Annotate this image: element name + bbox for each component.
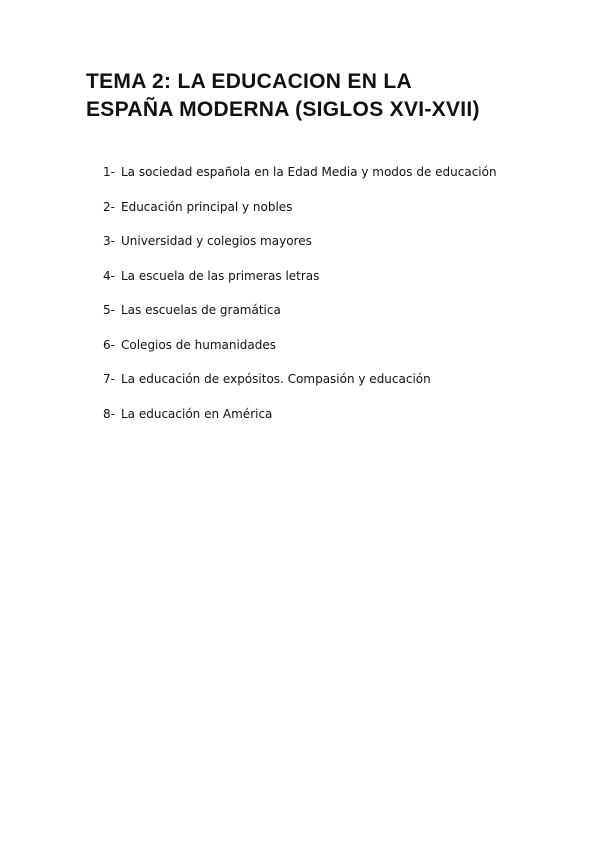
list-item bbox=[103, 369, 497, 404]
list-item bbox=[103, 197, 497, 232]
item-number: 7- bbox=[103, 372, 115, 386]
item-number: 2- bbox=[103, 199, 115, 214]
item-number: 1- bbox=[103, 165, 115, 179]
item-number: 6- bbox=[103, 337, 115, 352]
list-item bbox=[103, 335, 497, 370]
item-text: La escuela de las primeras letras bbox=[121, 268, 320, 283]
item-text: Las escuelas de gramática bbox=[121, 303, 281, 317]
item-number: 8- bbox=[103, 406, 115, 421]
item-number: 4- bbox=[103, 268, 115, 283]
list-item bbox=[103, 162, 497, 197]
list-item bbox=[103, 231, 497, 266]
title-line-1: TEMA 2: LA EDUCACION EN LA bbox=[86, 70, 412, 93]
item-text: La educación de expósitos. Compasión y educación bbox=[121, 372, 431, 386]
item-text: La sociedad española en la Edad Media y modos de educación bbox=[121, 165, 497, 179]
list-item bbox=[103, 404, 497, 439]
item-text: La educación en América bbox=[121, 406, 273, 421]
list-item bbox=[103, 300, 497, 335]
item-text: Universidad y colegios mayores bbox=[121, 234, 312, 248]
list-item bbox=[103, 266, 497, 301]
title-line-2: ESPAÑA MODERNA (SIGLOS XVI-XVII) bbox=[86, 98, 480, 121]
topics-list bbox=[103, 162, 497, 438]
item-text: Colegios de humanidades bbox=[121, 337, 277, 352]
item-number: 3- bbox=[103, 234, 115, 248]
item-number: 5- bbox=[103, 303, 115, 317]
item-text: Educación principal y nobles bbox=[121, 199, 293, 214]
page-title bbox=[86, 68, 546, 124]
